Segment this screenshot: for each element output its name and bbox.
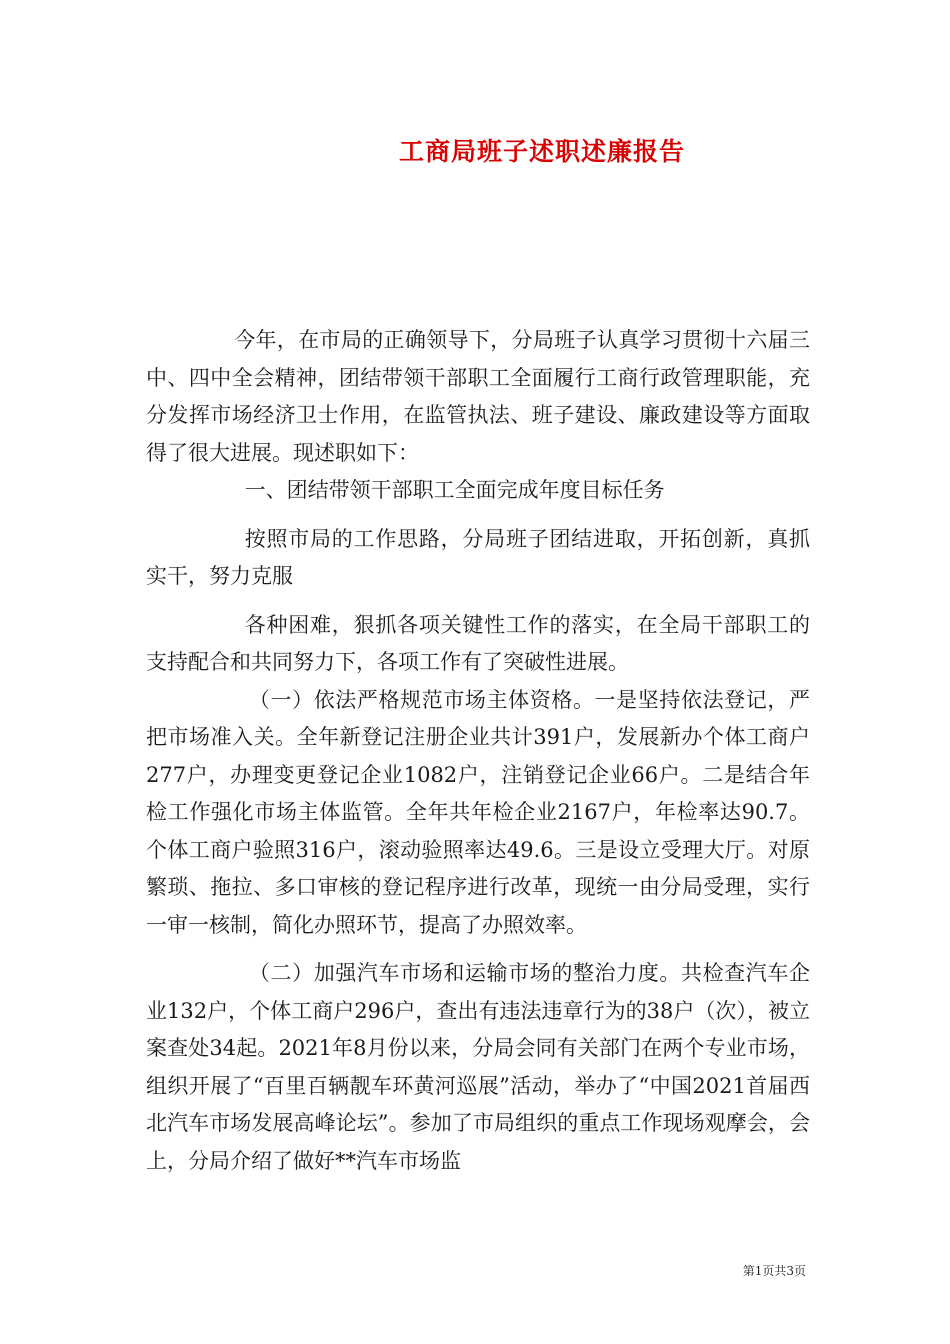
paragraph-progress: 各种困难，狠抓各项关键性工作的落实，在全局干部职工的支持配合和共同努力下，各项工作有了突破性进展。 bbox=[146, 612, 810, 674]
page-title: 工商局班子述职述廉报告 bbox=[398, 137, 685, 166]
page-number: 第1页共3页 bbox=[742, 1264, 806, 1278]
paragraph-market-entities: （一）依法严格规范市场主体资格。一是坚持依法登记，严把市场准入关。全年新登记注册企业共计391户，发展新办个体工商户277户，办理变更登记企业1082户，注销登记企业66户。二是结合年检工作强化市场主体监管。全年共年检企业2167户，年检率达90.7。个体工商户验照316户，滚动验照率达49.6。三是设立受理大厅。对原繁琐、拖拉、多口审核的登记程序进行改革，现统一由分局受理，实行一审一核制，简化办照环节，提高了办照效率。 bbox=[146, 687, 810, 937]
paragraph-auto-market: （二）加强汽车市场和运输市场的整治力度。共检查汽车企业132户，个体工商户296户，查出有违法违章行为的38户（次），被立案查处34起。2021年8月份以来，分局会同有关部门在两个专业市场，组织开展了“百里百辆靓车环黄河巡展”活动，举办了“中国2021首届西北汽车市场发展高峰论坛”。参加了市局组织的重点工作现场观摩会，会上，分局介绍了做好**汽车市场监 bbox=[146, 961, 810, 1173]
document-body bbox=[146, 322, 810, 1180]
section-heading: 一、团结带领干部职工全面完成年度目标任务 bbox=[244, 478, 665, 502]
paragraph-approach: 按照市局的工作思路，分局班子团结进取，开拓创新，真抓实干，努力克服 bbox=[146, 526, 810, 588]
paragraph-intro: 今年，在市局的正确领导下，分局班子认真学习贯彻十六届三中、四中全会精神，团结带领干部职工全面履行工商行政管理职能，充分发挥市场经济卫士作用，在监管执法、班子建设、廉政建设等方面取得了很大进展。现述职如下： bbox=[146, 328, 810, 465]
